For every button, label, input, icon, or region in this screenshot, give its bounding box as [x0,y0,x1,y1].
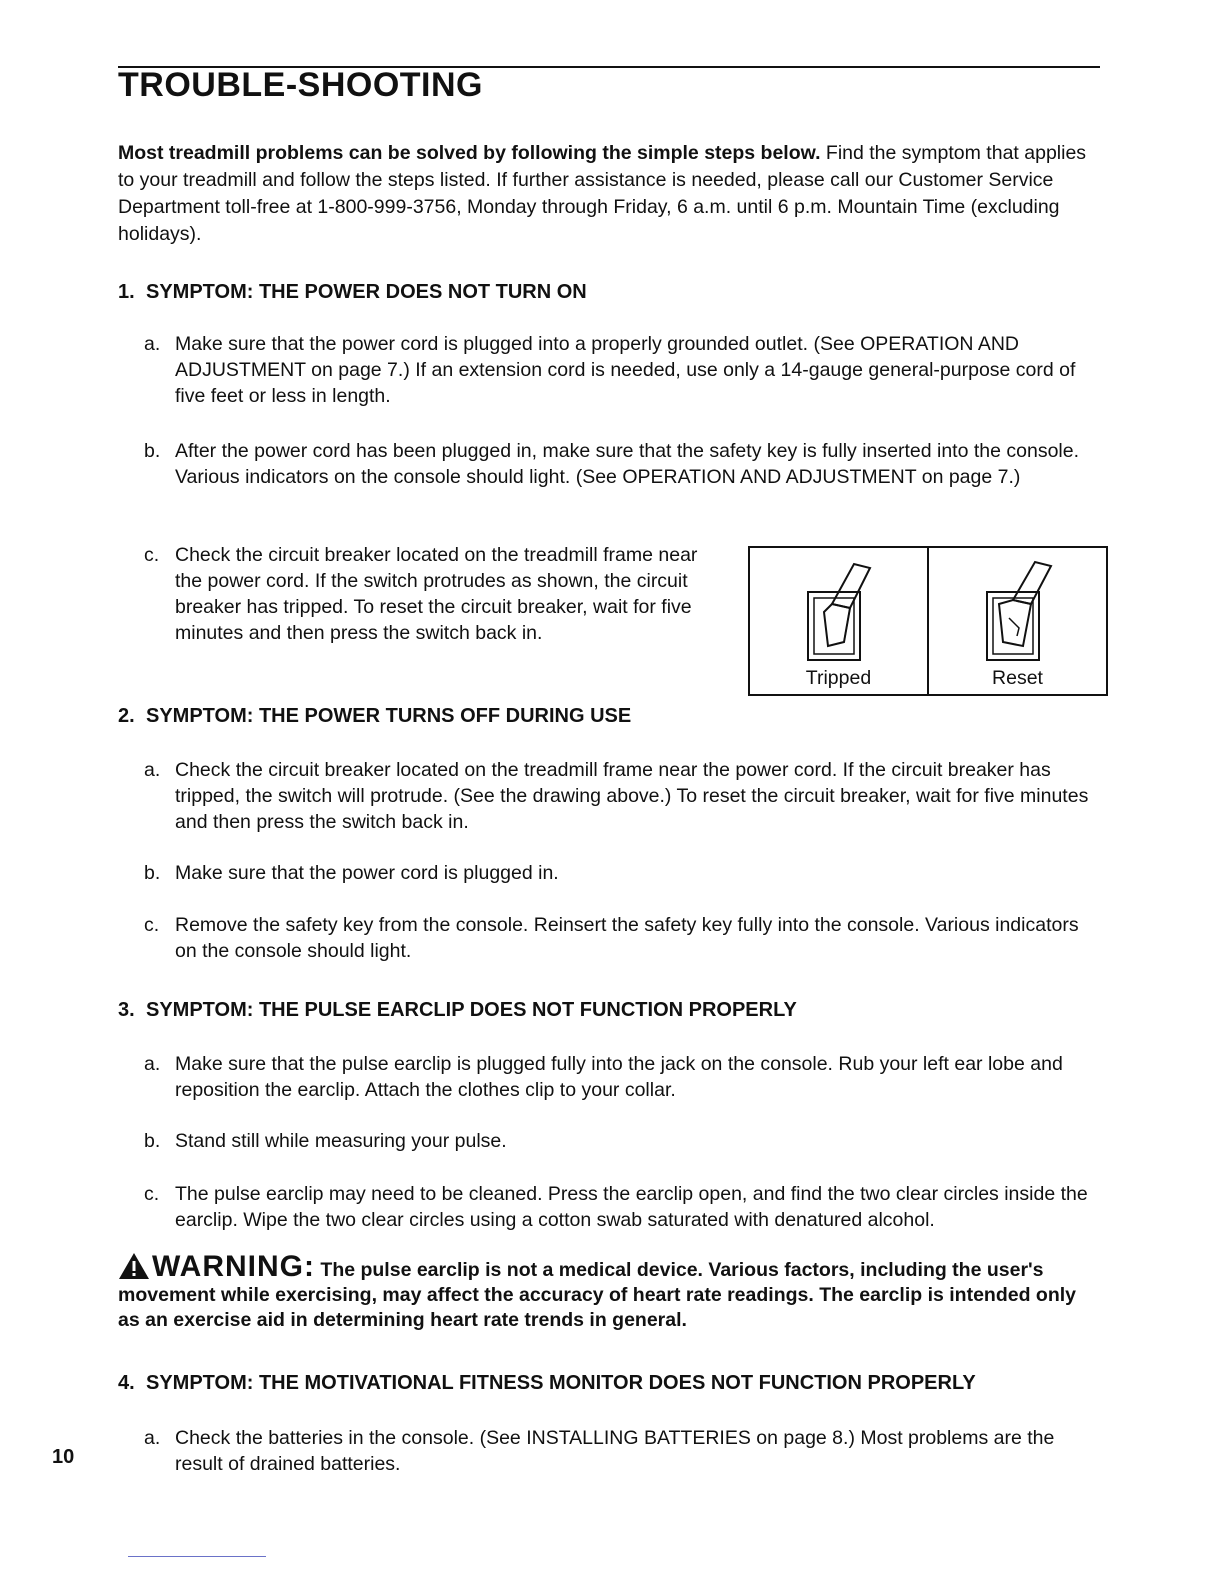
symptom-3-title: SYMPTOM: THE PULSE EARCLIP DOES NOT FUNCTION PROPERLY [146,999,797,1021]
page-title: TROUBLE-SHOOTING [118,66,483,104]
symptom-1-title: SYMPTOM: THE POWER DOES NOT TURN ON [146,281,587,303]
step-letter: b. [144,862,161,884]
step-text: The pulse earclip may need to be cleaned. Press the earclip open, and find the two clear circles inside the earclip. Wipe the two clear circles using a cotton swab saturated with denatured alcohol. [175,1183,1088,1231]
step-text: After the power cord has been plugged in, make sure that the safety key is fully inserted into the console. Various indicators on the console should light. (See OPERATION AND ADJUSTMENT on page 7.) [175,440,1080,488]
symptom-2-title: SYMPTOM: THE POWER TURNS OFF DURING USE [146,705,632,727]
symptom-2-heading [118,705,631,728]
symptom-1-step-c [144,542,704,646]
symptom-4-title: SYMPTOM: THE MOTIVATIONAL FITNESS MONITOR DOES NOT FUNCTION PROPERLY [146,1372,976,1394]
step-text: Remove the safety key from the console. Reinsert the safety key fully into the console. Various indicators on the console should light. [175,914,1079,962]
symptom-1-number: 1. [118,281,135,303]
symptom-3-step-b [144,1128,1089,1154]
symptom-2-step-c [144,912,1104,964]
symptom-2-step-b [144,860,1089,886]
symptom-4-heading [118,1372,976,1395]
symptom-4-number: 4. [118,1372,135,1394]
step-letter: c. [144,1183,160,1205]
footer-line [128,1556,266,1557]
tripped-panel [750,548,927,694]
reset-label: Reset [992,667,1043,689]
intro-text: Find the symptom that applies to your treadmill and follow the steps listed. If further assistance is needed, please call our Customer Service Department toll-free at 1-800-999-3756, Monday through Friday, 6 a.m. until 6 p.m. Mountain Time (excluding holidays). [118,142,1087,245]
step-letter: b. [144,1130,161,1152]
step-text: Make sure that the pulse earclip is plugged fully into the jack on the console. Rub your left ear lobe and reposition the earclip. Attach the clothes clip to your collar. [175,1053,1063,1101]
step-letter: a. [144,1427,161,1449]
circuit-breaker-diagram [748,546,1108,696]
symptom-2-number: 2. [118,705,135,727]
intro-paragraph [118,140,1103,248]
symptom-1-heading [118,281,587,304]
warning-block [118,1252,1103,1333]
reset-panel [927,548,1106,694]
step-text: Check the circuit breaker located on the treadmill frame near the power cord. If the circuit breaker has tripped, the switch will protrude. (See the drawing above.) To reset the circuit breaker, wait for five minutes and then press the switch back in. [175,759,1089,833]
step-text: Stand still while measuring your pulse. [175,1130,507,1152]
step-letter: c. [144,544,160,566]
step-letter: a. [144,333,161,355]
symptom-3-number: 3. [118,999,135,1021]
reset-switch-icon [973,556,1063,666]
step-letter: a. [144,759,161,781]
warning-label: WARNING: [152,1250,315,1283]
symptom-2-step-a [144,757,1089,835]
tripped-label: Tripped [805,667,872,689]
step-text: Check the circuit breaker located on the treadmill frame near the power cord. If the switch protrudes as shown, the circuit breaker has tripped. To reset the circuit breaker, wait for five minutes and then press the switch back in. [175,544,698,644]
step-text: Make sure that the power cord is plugged in. [175,862,559,884]
warning-triangle-icon [118,1252,150,1280]
symptom-3-step-c [144,1181,1109,1233]
tripped-switch-icon [794,556,884,666]
symptom-1-step-b [144,438,1104,490]
step-letter: b. [144,440,161,462]
symptom-3-heading [118,999,797,1022]
step-letter: a. [144,1053,161,1075]
warning-text: The pulse earclip is not a medical device. Various factors, including the user's movement while exercising, may affect the accuracy of heart rate readings. The earclip is intended only as an exercise aid in determining heart rate trends in general. [118,1259,1076,1331]
page-number: 10 [52,1446,75,1468]
intro-bold: Most treadmill problems can be solved by following the simple steps below. [118,142,821,164]
step-text: Make sure that the power cord is plugged into a properly grounded outlet. (See OPERATION AND ADJUSTMENT on page 7.) If an extension cord is needed, use only a 14-gauge general-purpose cord of five feet or less in length. [175,333,1076,407]
symptom-4-step-a [144,1425,1089,1477]
symptom-3-step-a [144,1051,1089,1103]
symptom-1-step-a [144,331,1084,409]
step-text: Check the batteries in the console. (See INSTALLING BATTERIES on page 8.) Most problems are the result of drained batteries. [175,1427,1055,1475]
step-letter: c. [144,914,160,936]
